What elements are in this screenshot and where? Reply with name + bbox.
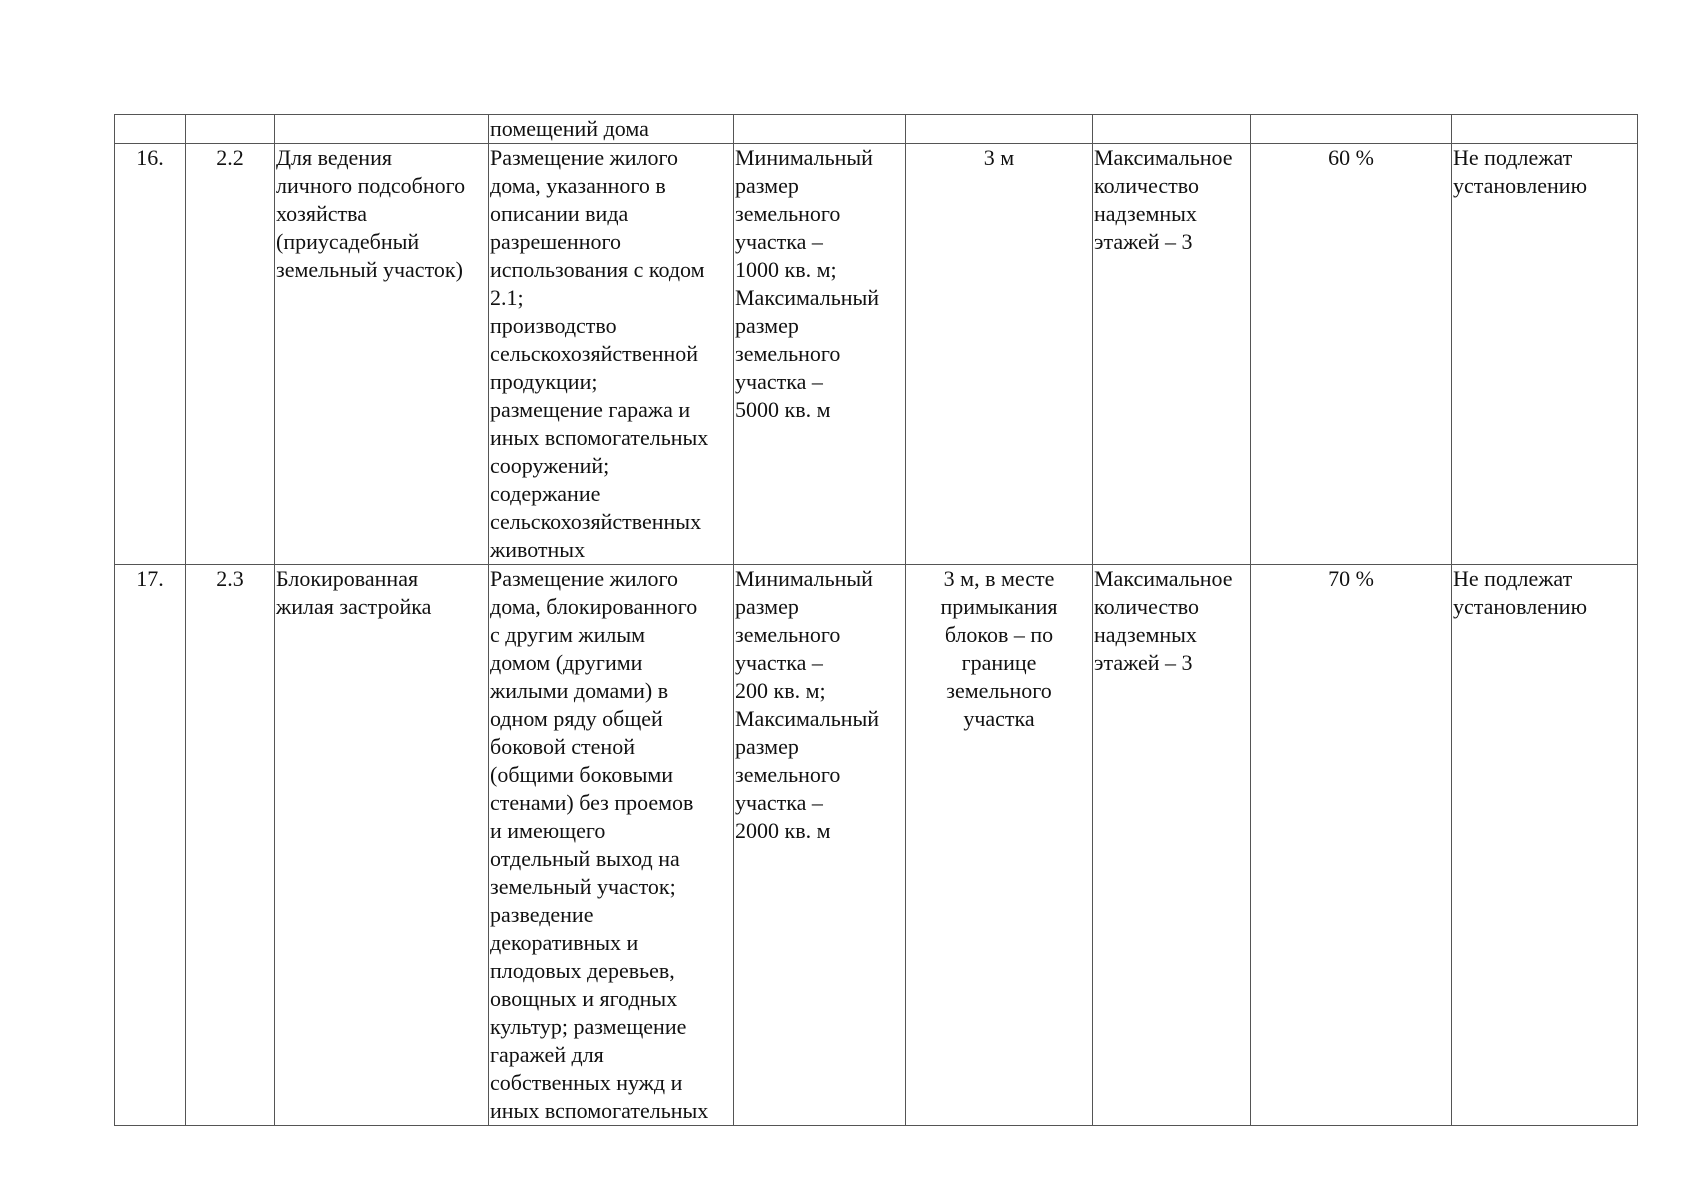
plot-size-cell bbox=[734, 115, 906, 144]
restrictions-cell: Не подлежат установлению bbox=[1452, 565, 1638, 1126]
use-code-cell: 2.3 bbox=[186, 565, 275, 1126]
land-use-table bbox=[114, 114, 1638, 1126]
use-code-cell bbox=[186, 115, 275, 144]
plot-size-cell: Минимальный размер земельного участка – 200 кв. м; Максимальный размер земельного участка – 2000 кв. м bbox=[734, 565, 906, 1126]
coverage-cell: 60 % bbox=[1251, 144, 1452, 565]
restrictions-cell: Не подлежат установлению bbox=[1452, 144, 1638, 565]
coverage-cell bbox=[1251, 115, 1452, 144]
table-row bbox=[115, 565, 1638, 1126]
table-row bbox=[115, 115, 1638, 144]
row-number-cell bbox=[115, 115, 186, 144]
floors-cell bbox=[1093, 115, 1251, 144]
plot-size-cell: Минимальный размер земельного участка – 1000 кв. м; Максимальный размер земельного участка – 5000 кв. м bbox=[734, 144, 906, 565]
use-name-cell bbox=[275, 115, 489, 144]
use-description-cell: Размещение жилого дома, блокированного с другим жилым домом (другими жилыми домами) в одном ряду общей боковой стеной (общими боковыми стенами) без проемов и имеющего отдельный выход на земельный участок; разведение декоративных и плодовых деревьев, овощных и ягодных культур; размещение гаражей для собственных нужд и иных вспомогательных bbox=[489, 565, 734, 1126]
setback-cell: 3 м, в месте примыкания блоков – по границе земельного участка bbox=[906, 565, 1093, 1126]
floors-cell: Максимальное количество надземных этажей – 3 bbox=[1093, 144, 1251, 565]
setback-cell: 3 м bbox=[906, 144, 1093, 565]
row-number-cell: 17. bbox=[115, 565, 186, 1126]
setback-cell bbox=[906, 115, 1093, 144]
restrictions-cell bbox=[1452, 115, 1638, 144]
row-number-cell: 16. bbox=[115, 144, 186, 565]
coverage-cell: 70 % bbox=[1251, 565, 1452, 1126]
table-row bbox=[115, 144, 1638, 565]
floors-cell: Максимальное количество надземных этажей – 3 bbox=[1093, 565, 1251, 1126]
use-name-cell: Для ведения личного подсобного хозяйства (приусадебный земельный участок) bbox=[275, 144, 489, 565]
use-description-cell: Размещение жилого дома, указанного в описании вида разрешенного использования с кодом 2.1; производство сельскохозяйственной продукции; размещение гаража и иных вспомогательных сооружений; содержание сельскохозяйственных животных bbox=[489, 144, 734, 565]
use-code-cell: 2.2 bbox=[186, 144, 275, 565]
use-description-cell: помещений дома bbox=[489, 115, 734, 144]
use-name-cell: Блокированная жилая застройка bbox=[275, 565, 489, 1126]
